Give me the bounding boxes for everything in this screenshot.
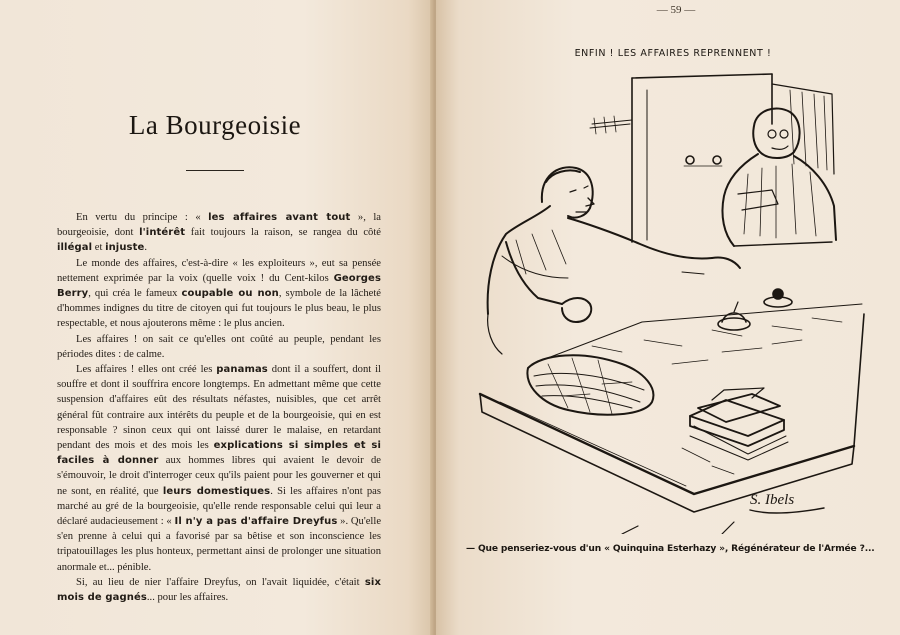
seated-man-left [488, 167, 740, 354]
inkwells-drawing [682, 272, 792, 330]
page-number: — 59 — [656, 4, 696, 16]
paragraph [57, 256, 381, 332]
text-run: », la bourgeoisie, dont [57, 212, 381, 239]
desk-drawing [480, 304, 864, 534]
paragraph [57, 332, 381, 362]
artist-signature [750, 492, 824, 513]
cartoon-caption: — Que penseriez-vous d'un « Quinquina Esterhazy », Régénérateur de l'Armée ?... [466, 544, 875, 554]
seated-man-right [722, 108, 836, 246]
emphasis-text: explications si simples et si faciles à donner [57, 440, 381, 467]
emphasis-text: six mois de gagnés [57, 576, 381, 604]
cartoon-title: ENFIN ! LES AFFAIRES REPRENNENT ! [574, 48, 772, 59]
emphasis-text: panamas [216, 364, 268, 376]
coat-drawing [527, 355, 653, 414]
text-run: . Si les affaires n'ont pas marché au gré de la bourgeoisie, qu'elle rende responsable celui qui leur a déclaré audacieusement : « [57, 485, 381, 528]
text-run: et [92, 242, 106, 254]
text-run: , symbole de la lâcheté d'hommes indignes du titre de citoyen qui fut toujours le plus beau, le plus respectable, et nous ajouterons même : le plus ancien. [57, 288, 381, 330]
text-run: Si, au lieu de nier l'affaire Dreyfus, on l'avait liquidée, c'était [76, 576, 365, 588]
text-run: ... pour les affaires. [146, 592, 229, 604]
emphasis-text: les affaires avant tout [208, 212, 351, 223]
text-run: , qui créa le fameux [88, 288, 182, 300]
left-page [0, 0, 434, 635]
chapter-title: La Bourgeoisie [128, 110, 302, 140]
text-run: . [144, 242, 148, 254]
paragraph [57, 362, 381, 575]
emphasis-text: leurs domestiques [162, 485, 271, 497]
text-run: ». Qu'elle s'en prenne à celui qui a favorisé par sa bêtise et son inconscience les tripatouillages les plus honteux, permettant ainsi de prolonger une situation anormale et... pénible. [57, 516, 382, 573]
emphasis-text: injuste [105, 242, 145, 254]
body-text [57, 210, 381, 605]
text-run: Les affaires ! on sait ce qu'elles ont coûté au peuple, pendant les périodes dites : de calme. [57, 333, 381, 360]
paragraph [57, 575, 381, 605]
emphasis-text: l'intérêt [139, 227, 186, 239]
books-drawing [690, 388, 788, 460]
cartoon-illustration [472, 64, 872, 534]
text-run: Les affaires ! elles ont créé les [76, 364, 217, 376]
emphasis-text: Il n'y a pas d'affaire Dreyfus [174, 516, 338, 528]
title-divider [186, 170, 244, 171]
svg-text:S. Ibels: S. Ibels [750, 492, 795, 508]
emphasis-text: Georges Berry [57, 272, 381, 300]
text-run: En vertu du principe : « [76, 212, 209, 223]
text-run: fait toujours la raison, se rangea du côté [185, 227, 381, 239]
emphasis-text: coupable ou non [181, 288, 279, 300]
text-run: dont il a souffert, dont il souffre et dont il souffrira encore longtemps. En admettant même que cette suspension d'affaires eût des résultats néfastes, nuisibles, que cet arrêt général fût contraire aux intérêts du peuple et de la bourgeoisie, qui en est responsable ? sinon ceux qui ont laissé durer le malaise, en retardant pendant des mois et des mois les [57, 364, 381, 452]
text-run: aux hommes libres qui avaient le devoir de s'émouvoir, le droit d'interroger ceux qu'ils paient pour les gouverner et qui ne sont, en réalité, que [57, 455, 381, 497]
emphasis-text: illégal [57, 242, 93, 254]
text-run: Le monde des affaires, c'est-à-dire « les exploiteurs », eut sa pensée nettement exprimée par la voix (quelle voix ! du Cent-kilos [57, 257, 381, 284]
paragraph [57, 210, 381, 256]
